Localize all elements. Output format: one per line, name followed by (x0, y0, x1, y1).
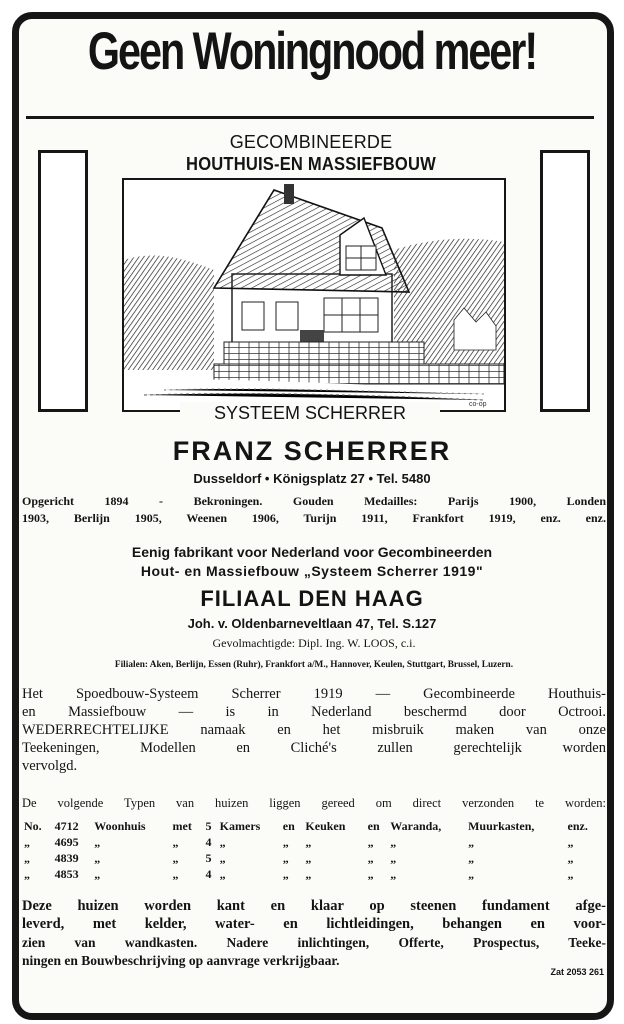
house-drawing (124, 180, 504, 410)
table-cell: „ (94, 851, 101, 865)
branch-agent: Gevolmachtigde: Dipl. Ing. W. LOOS, c.i. (212, 636, 416, 650)
table-row (22, 818, 600, 834)
table-cell: „ (468, 835, 475, 849)
table-cell: en (367, 819, 380, 833)
patent-line-4: Teekeningen, Modellen en Cliché's zullen gerechtelijk worden (22, 740, 606, 756)
table-row (22, 834, 600, 850)
headline: Geen Woningnood meer! (87, 22, 537, 81)
founded-line-2: 1903, Berlijn 1905, Weenen 1906, Turijn 1911, Frankfort 1919, enz. enz. (22, 511, 606, 525)
branch-title: FILIAAL DEN HAAG (200, 586, 424, 611)
table-cell: Waranda, (390, 819, 442, 833)
table-cell: No. (24, 819, 42, 833)
table-cell: „ (567, 851, 574, 865)
table-cell: „ (282, 867, 289, 881)
table-cell: en (282, 819, 295, 833)
types-intro: De volgende Typen van huizen liggen gereed om direct verzonden te worden: (22, 796, 606, 810)
illustration-caption: SYSTEEM SCHERRER (180, 402, 440, 424)
table-cell: „ (172, 835, 179, 849)
table-cell: „ (305, 867, 312, 881)
table-cell: „ (567, 867, 574, 881)
table-cell: „ (24, 851, 30, 865)
table-cell: 4 (205, 867, 212, 881)
closing-line-4: ningen en Bouwbeschrijving op aanvrage verkrijgbaar. (22, 953, 340, 968)
closing-line-1: Deze huizen worden kant en klaar op steenen fundament afge- (22, 898, 606, 914)
table-cell: „ (390, 835, 397, 849)
table-row (22, 866, 600, 882)
patent-line-1: Het Spoedbouw-Systeem Scherrer 1919 — Gecombineerde Houthuis- (22, 686, 606, 702)
table-cell: „ (567, 835, 574, 849)
table-cell: 4 (205, 835, 212, 849)
table-cell: „ (468, 851, 475, 865)
table-cell: „ (219, 851, 226, 865)
founded-line-1: Opgericht 1894 - Bekroningen. Gouden Medailles: Parijs 1900, Londen (22, 494, 606, 508)
table-cell: „ (305, 851, 312, 865)
patent-line-2: en Massiefbouw — is in Nederland beschermd door Octrooi. (22, 704, 606, 720)
branch-address: Joh. v. Oldenbarneveltlaan 47, Tel. S.127 (187, 616, 437, 631)
table-row (22, 850, 600, 866)
table-cell: 5 (205, 819, 212, 833)
patent-line-5: vervolgd. (22, 758, 78, 774)
table-cell: 4712 (54, 819, 79, 833)
branch-list: Filialen: Aken, Berlijn, Essen (Ruhr), Frankfort a/M., Hannover, Keulen, Stuttgart, Brussel, Luzern. (114, 660, 514, 670)
table-cell: Woonhuis (94, 819, 146, 833)
table-cell: 4695 (54, 835, 79, 849)
closing-line-3: zien van wandkasten. Nadere inlichtingen, Offerte, Prospectus, Teeke- (22, 935, 606, 950)
table-cell: „ (390, 851, 397, 865)
table-cell: „ (367, 835, 374, 849)
closing-line-2: leverd, met kelder, water- en lichtleidingen, behangen en voor- (22, 916, 606, 932)
artist-mark: co-op (469, 401, 487, 408)
table-cell: „ (24, 835, 30, 849)
reference-code: Zat 2053 261 (550, 967, 604, 977)
patent-line-3: WEDERRECHTELIJKE namaak en het misbruik maken van onze (22, 722, 606, 738)
company-name: FRANZ SCHERRER (172, 436, 452, 466)
table-cell: „ (305, 835, 312, 849)
table-cell: enz. (567, 819, 588, 833)
table-cell: „ (468, 867, 475, 881)
sole-manufacturer-line-2: Hout- en Massiefbouw „Systeem Scherrer 1919" (140, 563, 484, 579)
house-illustration (122, 178, 506, 412)
table-cell: „ (390, 867, 397, 881)
table-cell: „ (367, 851, 374, 865)
table-cell: „ (367, 867, 374, 881)
table-cell: 4839 (54, 851, 79, 865)
left-decor-panel (38, 150, 88, 412)
headline-rule (26, 116, 594, 119)
table-cell: Muurkasten, (468, 819, 535, 833)
table-cell: „ (94, 835, 101, 849)
table-cell: met (172, 819, 192, 833)
table-cell: „ (282, 835, 289, 849)
right-decor-panel (540, 150, 590, 412)
table-cell: Keuken (305, 819, 346, 833)
table-cell: „ (172, 867, 179, 881)
table-cell: „ (172, 851, 179, 865)
house-types-table (22, 818, 600, 882)
table-cell: „ (219, 867, 226, 881)
company-address: Dusseldorf • Königsplatz 27 • Tel. 5480 (193, 471, 431, 486)
table-cell: 5 (205, 851, 212, 865)
table-cell: „ (94, 867, 101, 881)
title-line-2: HOUTHUIS-EN MASSIEFBOUW (186, 154, 436, 174)
table-cell: „ (24, 867, 30, 881)
table-cell: „ (282, 851, 289, 865)
table-cell: 4853 (54, 867, 79, 881)
table-cell: „ (219, 835, 226, 849)
sole-manufacturer-line-1: Eenig fabrikant voor Nederland voor Gecombineerden (131, 544, 493, 560)
title-line-1: GECOMBINEERDE (229, 132, 393, 152)
table-cell: Kamers (219, 819, 261, 833)
